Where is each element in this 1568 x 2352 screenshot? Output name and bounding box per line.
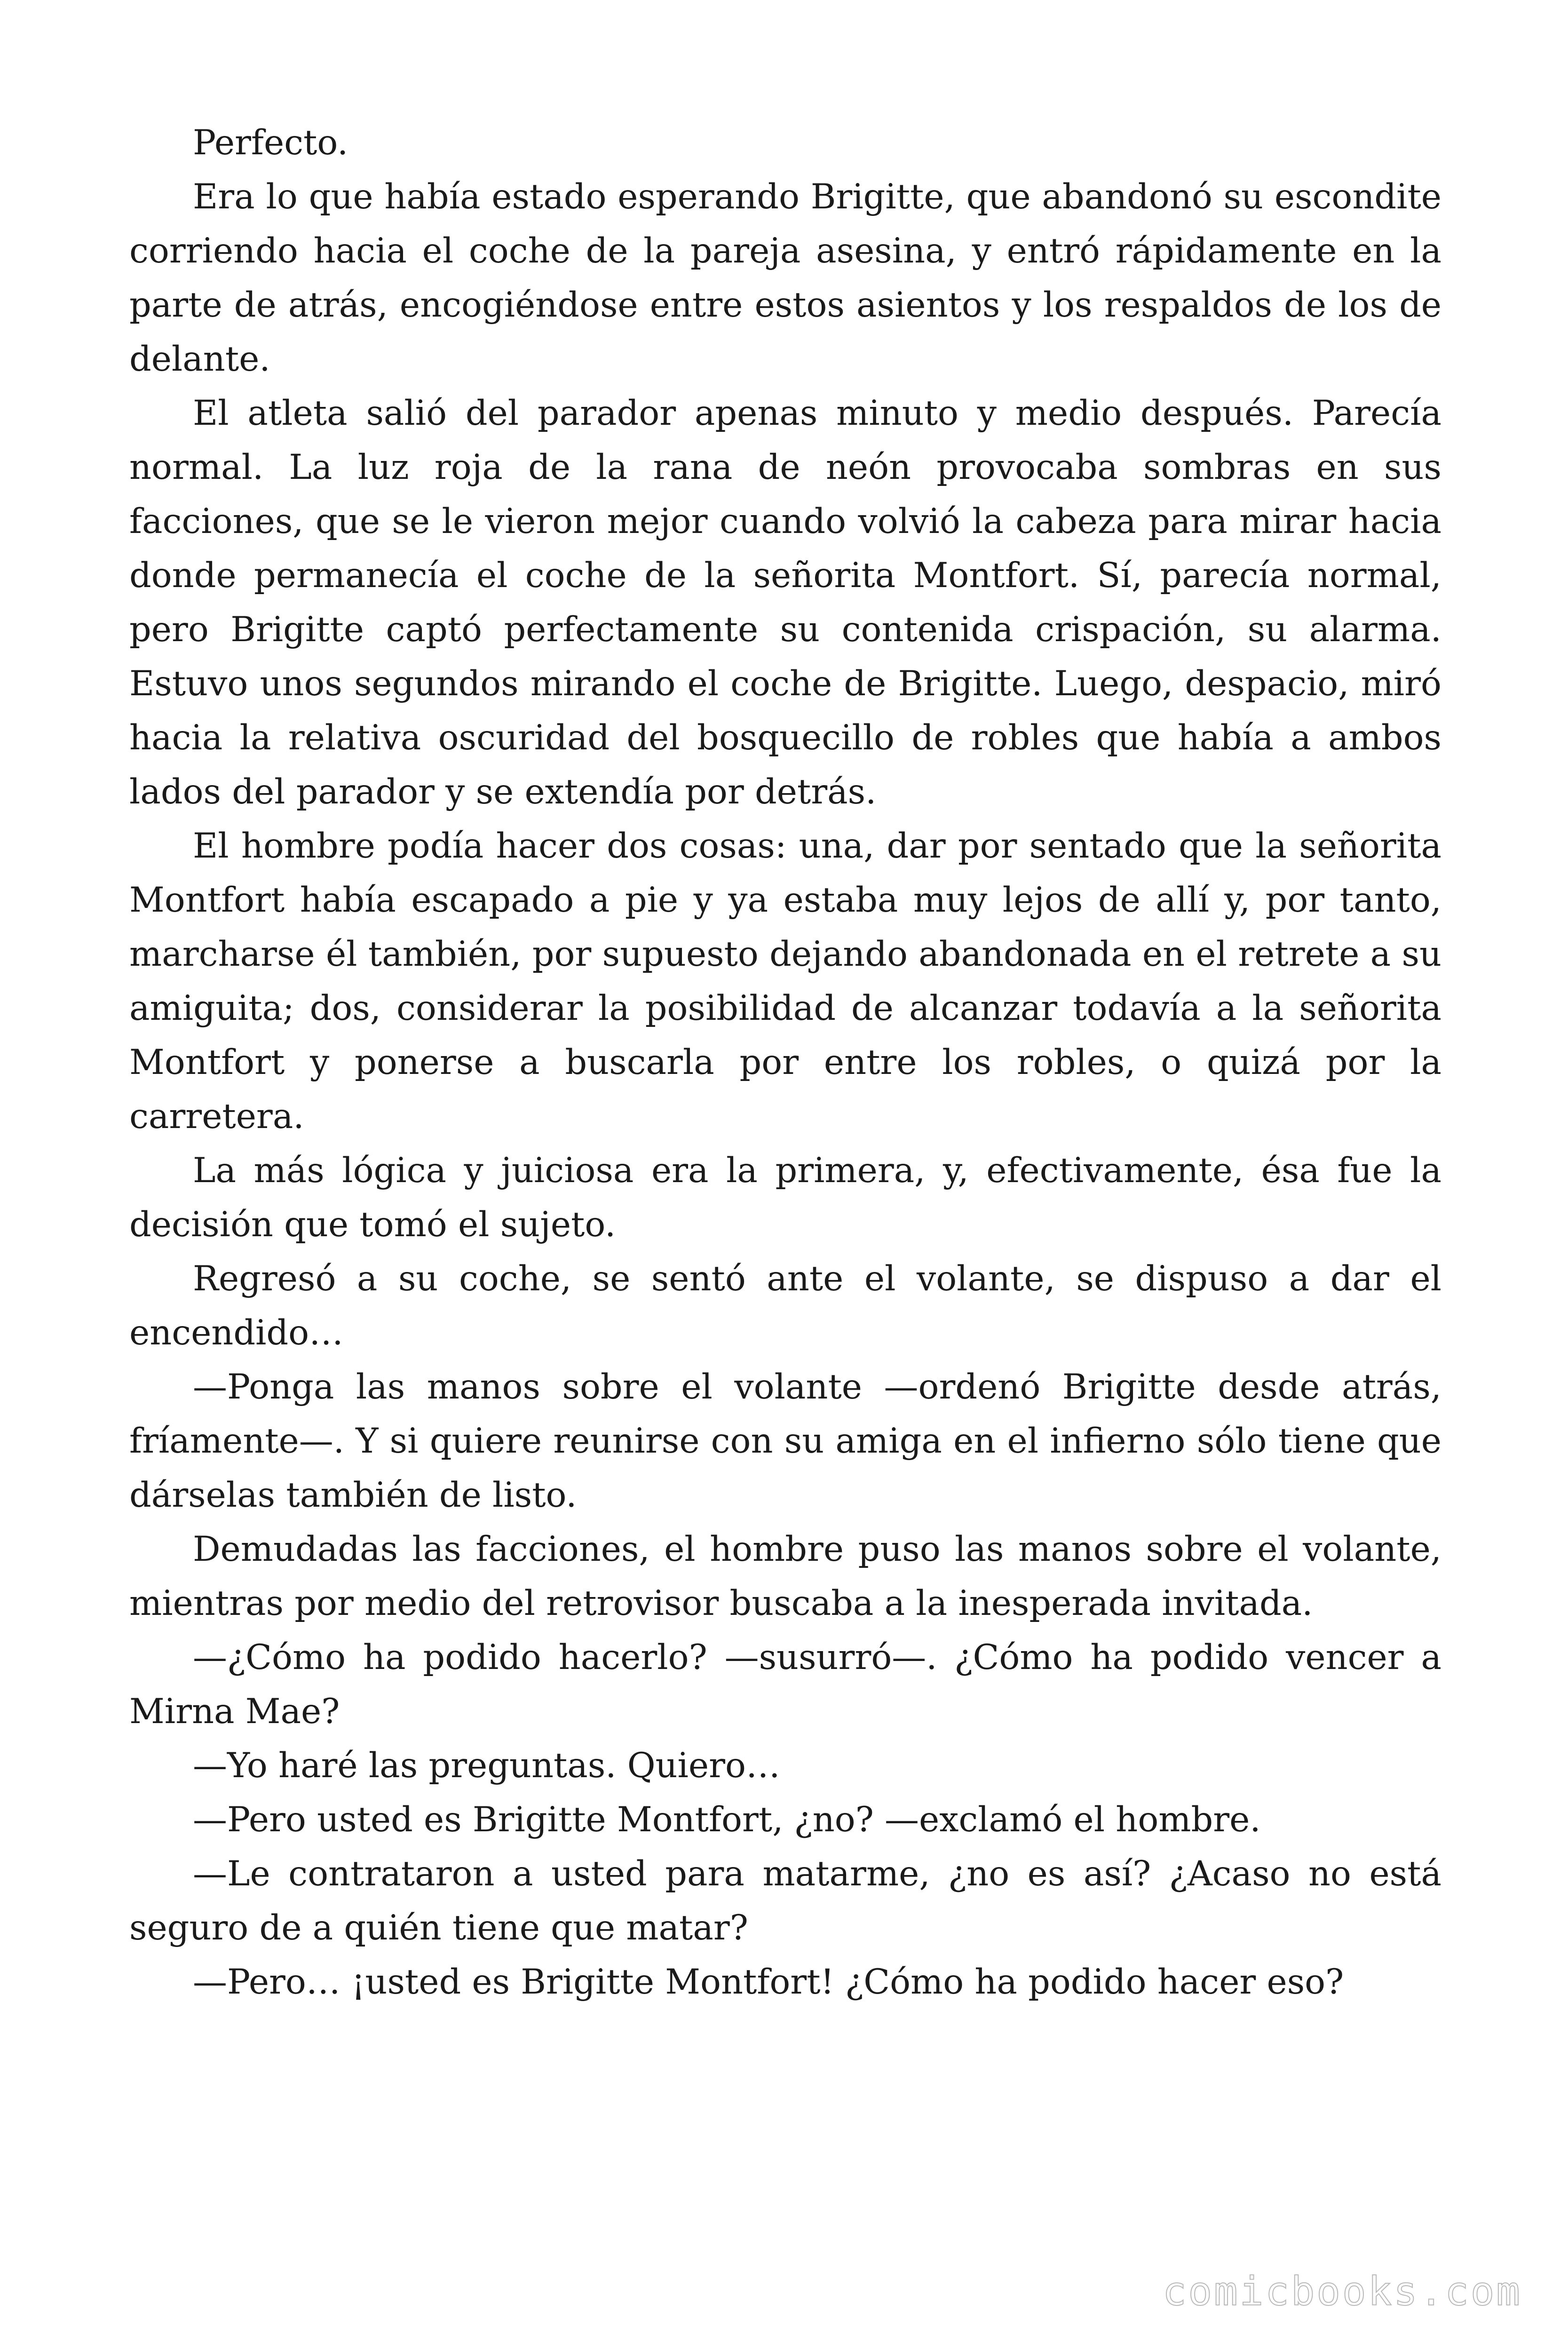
paragraph: Perfecto. <box>193 123 348 163</box>
paragraph: Era lo que había estado esperando Brigitte, que abandonó su escondite corriendo hacia el coche de la pareja asesina, y entró rápidamente en la parte de atrás, encogiéndose entre estos asientos y los respaldos de los de delante. <box>129 177 1441 379</box>
paragraph: —Le contrataron a usted para matarme, ¿no es así? ¿Acaso no está seguro de a quién tiene que matar? <box>129 1854 1441 1948</box>
paragraph: —Pero… ¡usted es Brigitte Montfort! ¿Cómo ha podido hacer eso? <box>193 1962 1344 2002</box>
watermark: comicbooks.com <box>1162 2268 1522 2314</box>
paragraph: La más lógica y juiciosa era la primera, y, efectivamente, ésa fue la decisión que tomó el sujeto. <box>129 1151 1441 1245</box>
paragraph: El atleta salió del parador apenas minuto y medio después. Parecía normal. La luz roja de la rana de neón provocaba sombras en sus facciones, que se le vieron mejor cuando volvió la cabeza para mirar hacia donde permanecía el coche de la señorita Montfort. Sí, parecía normal, pero Brigitte captó perfectamente su contenida crispación, su alarma. Estuvo unos segundos mirando el coche de Brigitte. Luego, despacio, miró hacia la relativa oscuridad del bosquecillo de robles que había a ambos lados del parador y se extendía por detrás. <box>129 393 1441 812</box>
paragraph: —¿Cómo ha podido hacerlo? —susurró—. ¿Cómo ha podido vencer a Mirna Mae? <box>129 1637 1441 1732</box>
paragraph: El hombre podía hacer dos cosas: una, dar por sentado que la señorita Montfort había escapado a pie y ya estaba muy lejos de allí y, por tanto, marcharse él también, por supuesto dejando abandonada en el retrete a su amiguita; dos, considerar la posibilidad de alcanzar todavía a la señorita Montfort y ponerse a buscarla por entre los robles, o quizá por la carretera. <box>129 826 1441 1136</box>
paragraph: Demudadas las facciones, el hombre puso las manos sobre el volante, mientras por medio del retrovisor buscaba a la inesperada invitada. <box>129 1529 1441 1623</box>
page-body <box>129 116 1441 2009</box>
paragraph: —Yo haré las preguntas. Quiero… <box>193 1746 780 1786</box>
paragraph: —Pero usted es Brigitte Montfort, ¿no? —exclamó el hombre. <box>193 1800 1261 1840</box>
paragraph: —Ponga las manos sobre el volante —ordenó Brigitte desde atrás, fríamente—. Y si quiere reunirse con su amiga en el infierno sólo tiene que dárselas también de listo. <box>129 1367 1441 1515</box>
paragraph: Regresó a su coche, se sentó ante el volante, se dispuso a dar el encendido… <box>129 1259 1441 1353</box>
